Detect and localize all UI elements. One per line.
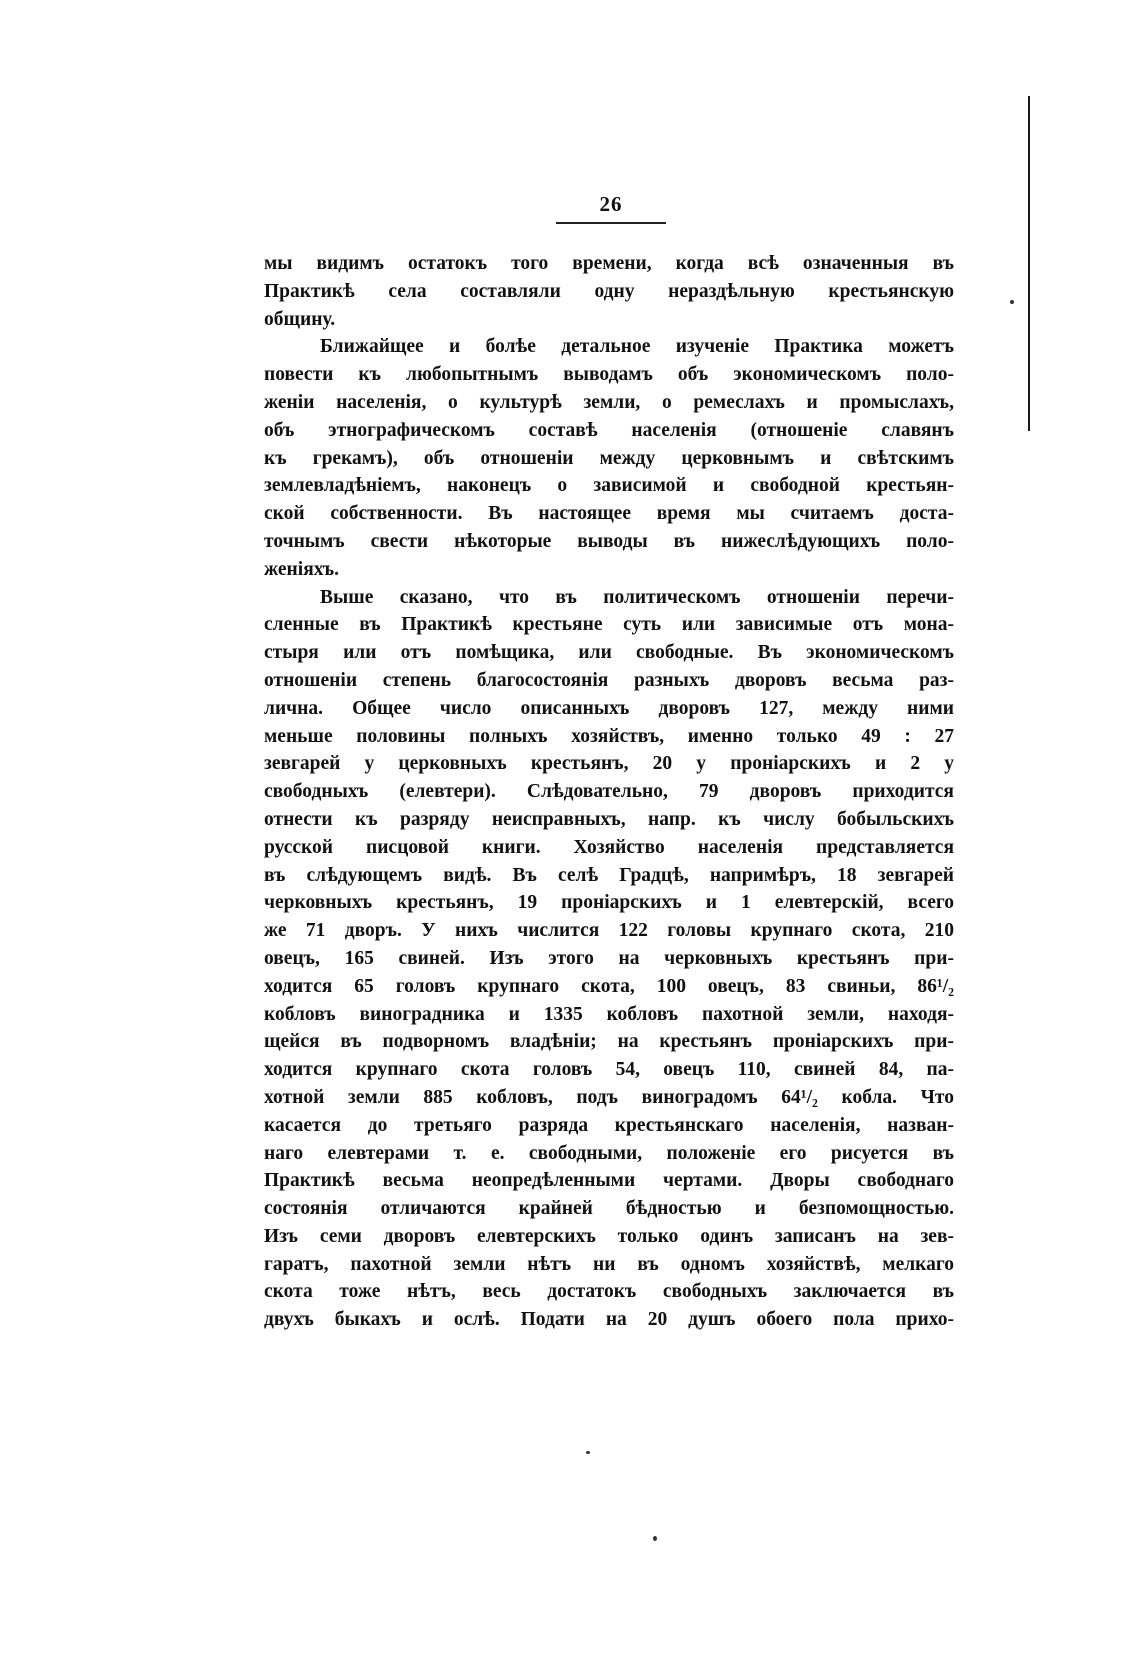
text-line: точнымъ свести нѣкоторые выводы въ нижеслѣдующихъ поло- <box>264 530 954 552</box>
text-line: Ближайщее и болѣе детальное изученіе Практика можетъ <box>320 336 954 358</box>
text-line: скота тоже нѣтъ, весь достатокъ свободныхъ заключается въ <box>264 1281 954 1303</box>
text-line: землевладѣніемъ, наконецъ о зависимой и свободной крестьян- <box>264 475 954 497</box>
text-line: же 71 дворъ. У нихъ числится 122 головы крупнаго скота, 210 <box>264 920 954 942</box>
text-line: мы видимъ остатокъ того времени, когда всѣ означенныя въ <box>264 253 954 274</box>
text-line: стыря или отъ помѣщика, или свободные. Въ экономическомъ <box>264 642 954 664</box>
scan-speck <box>1010 300 1014 304</box>
text-line: ходится крупнаго скота головъ 54, овецъ 110, свиней 84, па- <box>264 1059 954 1081</box>
text-line: къ грекамъ), объ отношеніи между церковнымъ и свѣтскимъ <box>264 447 954 469</box>
text-line: въ слѣдующемъ видѣ. Въ селѣ Градцѣ, напримѣръ, 18 зевгарей <box>264 864 954 886</box>
text-line: отношеніи степень благосостоянія разныхъ дворовъ весьма раз- <box>264 669 954 691</box>
text-line: Выше сказано, что въ политическомъ отношеніи перечи- <box>320 586 954 608</box>
text-line: женіяхъ. <box>264 558 339 580</box>
text-line: гаратъ, пахотной земли нѣтъ ни въ одномъ хозяйствѣ, мелкаго <box>264 1253 954 1275</box>
text-line: ходится 65 головъ крупнаго скота, 100 овецъ, 83 свиньи, 86¹/₂ <box>264 975 954 997</box>
text-line: свободныхъ (елевтери). Слѣдовательно, 79 дворовъ приходится <box>264 781 954 803</box>
text-line: наго елевтерами т. е. свободными, положеніе его рисуется въ <box>264 1142 954 1164</box>
text-line: кобловъ виноградника и 1335 кобловъ пахотной земли, находя- <box>264 1003 954 1025</box>
text-line: русской писцовой книги. Хозяйство населенія представляется <box>264 836 954 858</box>
text-line: Практикѣ весьма неопредѣленными чертами. Дворы свободнаго <box>264 1170 954 1192</box>
text-line: лична. Общее число описанныхъ дворовъ 127, между ними <box>264 697 954 719</box>
text-line: касается до третьяго разряда крестьянскаго населенія, назван- <box>264 1114 954 1136</box>
text-line: объ этнографическомъ составѣ населенія (отношеніе славянъ <box>264 419 954 441</box>
text-line: двухъ быкахъ и ослѣ. Подати на 20 душъ обоего пола прихо- <box>264 1309 954 1331</box>
page-number-rule <box>556 222 666 224</box>
text-line: состоянія отличаются крайней бѣдностью и безпомощностью. <box>264 1198 954 1220</box>
page-number: 26 <box>599 192 623 216</box>
text-line: овецъ, 165 свиней. Изъ этого на черковныхъ крестьянъ при- <box>264 947 954 969</box>
text-line: меньше половины полныхъ хозяйствъ, именно только 49 : 27 <box>264 725 954 747</box>
scan-speck <box>653 1536 657 1541</box>
text-line: ской собственности. Въ настоящее время мы считаемъ доста- <box>264 503 954 525</box>
text-line: черковныхъ крестьянъ, 19 проніарскихъ и 1 елевтерскій, всего <box>264 892 954 914</box>
scan-edge-line <box>1028 96 1030 431</box>
text-line: щейся въ подворномъ владѣніи; на крестьянъ проніарскихъ при- <box>264 1031 954 1053</box>
text-line: женіи населенія, о культурѣ земли, о ремеслахъ и промыслахъ, <box>264 391 954 413</box>
text-line: Практикѣ села составляли одну нераздѣльную крестьянскую <box>264 280 954 302</box>
text-line: хотной земли 885 кобловъ, подъ виноградомъ 64¹/₂ кобла. Что <box>264 1086 954 1108</box>
text-line: Изъ семи дворовъ елевтерскихъ только одинъ записанъ на зев- <box>264 1225 954 1247</box>
text-line: зевгарей у церковныхъ крестьянъ, 20 у проніарскихъ и 2 у <box>264 753 954 775</box>
text-line: сленные въ Практикѣ крестьяне суть или зависимые отъ мона- <box>264 614 954 636</box>
scan-speck <box>586 1451 590 1454</box>
text-line: общину. <box>264 308 336 330</box>
text-line: отнести къ разряду неисправныхъ, напр. къ числу бобыльскихъ <box>264 808 954 830</box>
body-text <box>264 250 954 1334</box>
text-line: повести къ любопытнымъ выводамъ объ экономическомъ поло- <box>264 364 954 386</box>
